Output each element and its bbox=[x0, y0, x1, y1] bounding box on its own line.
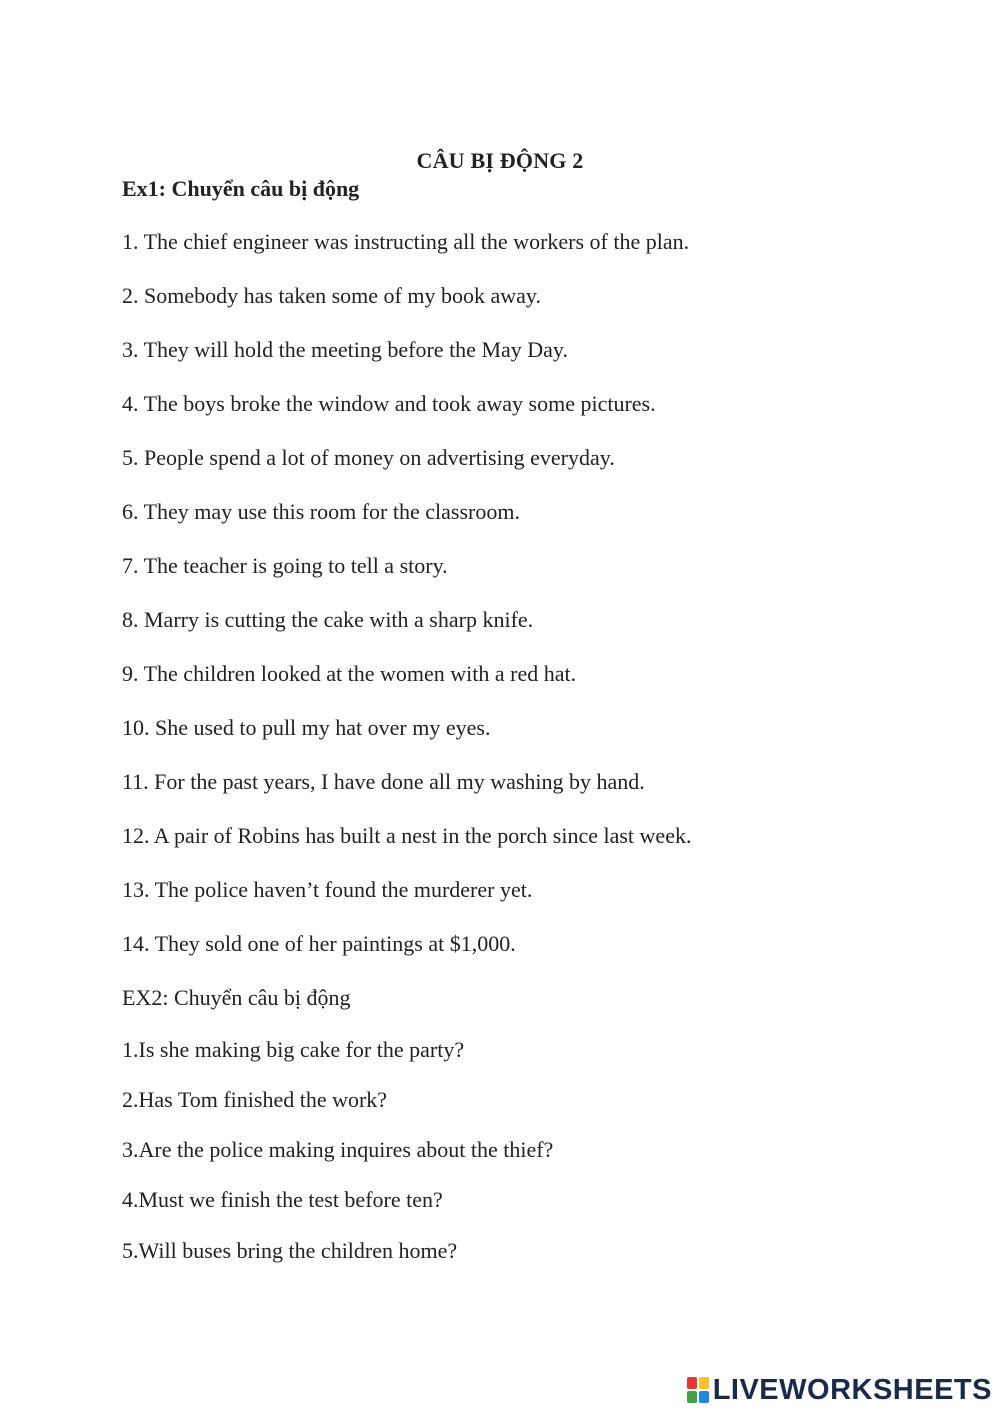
ex2-item: 5.Will buses bring the children home? bbox=[122, 1238, 458, 1263]
ex1-item: 1. The chief engineer was instructing all the workers of the plan. bbox=[122, 229, 690, 254]
ex1-item: 10. She used to pull my hat over my eyes. bbox=[122, 715, 491, 740]
ex1-item: 2. Somebody has taken some of my book away. bbox=[122, 283, 541, 308]
ex1-item: 8. Marry is cutting the cake with a sharp knife. bbox=[122, 607, 534, 632]
ex1-item: 14. They sold one of her paintings at $1,000. bbox=[122, 931, 516, 956]
ex2-item: 4.Must we finish the test before ten? bbox=[122, 1187, 443, 1212]
logo-block bbox=[699, 1391, 709, 1403]
liveworksheets-logo bbox=[687, 1373, 992, 1407]
ex1-item: 12. A pair of Robins has built a nest in the porch since last week. bbox=[122, 823, 692, 848]
ex1-heading: Ex1: Chuyển câu bị động bbox=[122, 176, 360, 201]
logo-block bbox=[699, 1377, 709, 1389]
ex1-item: 7. The teacher is going to tell a story. bbox=[122, 553, 448, 578]
ex1-item: 13. The police haven’t found the murderer yet. bbox=[122, 877, 533, 902]
ex1-item: 5. People spend a lot of money on advertising everyday. bbox=[122, 445, 615, 470]
logo-blocks-icon bbox=[687, 1377, 709, 1403]
ex2-heading: EX2: Chuyển câu bị động bbox=[122, 985, 351, 1010]
ex1-item: 3. They will hold the meeting before the May Day. bbox=[122, 337, 568, 362]
ex2-item: 1.Is she making big cake for the party? bbox=[122, 1037, 465, 1062]
ex1-item: 11. For the past years, I have done all my washing by hand. bbox=[122, 769, 645, 794]
ex2-item: 3.Are the police making inquires about the thief? bbox=[122, 1137, 554, 1162]
ex2-item: 2.Has Tom finished the work? bbox=[122, 1087, 388, 1112]
ex1-item: 6. They may use this room for the classroom. bbox=[122, 499, 520, 524]
logo-block bbox=[687, 1377, 697, 1389]
ex1-item: 9. The children looked at the women with a red hat. bbox=[122, 661, 577, 686]
logo-text: LIVEWORKSHEETS bbox=[712, 1373, 992, 1406]
page-title: CÂU BỊ ĐỘNG 2 bbox=[416, 148, 584, 173]
logo-block bbox=[687, 1391, 697, 1403]
ex1-item: 4. The boys broke the window and took away some pictures. bbox=[122, 391, 656, 416]
